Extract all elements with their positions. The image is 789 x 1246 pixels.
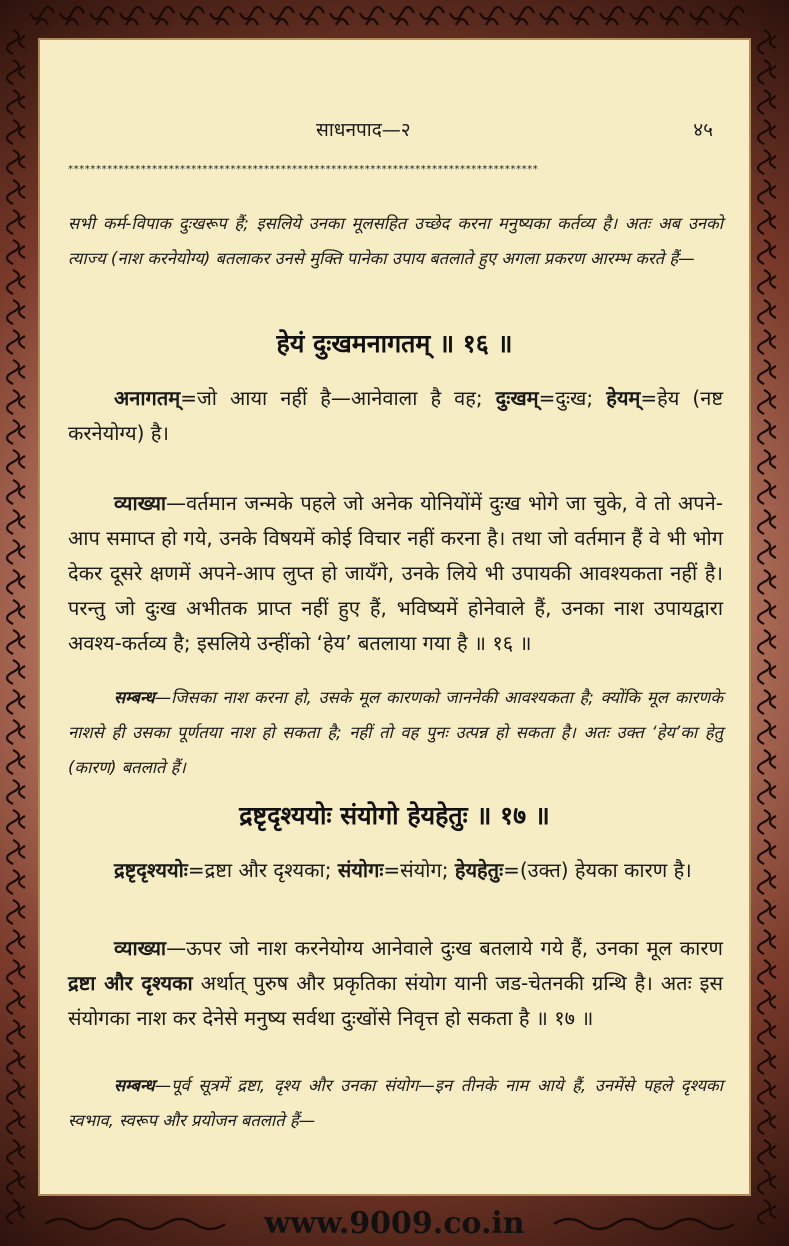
word-meaning-16 [68,381,723,451]
context-paragraph-1 [68,680,723,785]
footer-ornament-left-icon [40,1214,240,1234]
separator-line: ************************************************************************************ [68,164,539,175]
term-duhkham: दुःखम् [495,386,539,410]
meaning-heyam: =हेय (नष्ट करनेयोग्य) है। [68,386,723,445]
meaning-anagatam: =जो आया नहीं है—आनेवाला है वह; [180,386,496,410]
term-heyam: हेयम् [606,386,641,410]
chapter-title: साधनपाद—२ [316,119,411,141]
meaning-drashtri: =द्रष्टा और दृश्यका; [187,858,338,882]
intro-paragraph: सभी कर्म-विपाक दुःखरूप हैं; इसलिये उनका मूलसहित उच्छेद करना मनुष्यका कर्तव्य है। अतः अब उनको त्याज्य (नाश करनेयोग्य) बतलाकर उनसे मुक्ति पानेका उपाय बतलाते हुए अगला प्रकरण आरम्भ करते हैं— [68,214,723,268]
footer-bar [0,1206,789,1242]
context-text: —जिसका नाश करना हो, उसके मूल कारणको जाननेकी आवश्यकता है; क्योंकि मूल कारणके नाशसे ही उसका पूर्णतया नाश हो सकता है; नहीं तो वह पुनः उत्पन्न हो सकता है। अतः उक्त ‘हेय’का हेतु (कारण) बतलाते हैं। [68,688,723,777]
meaning-heyahetu: =(उक्त) हेयका कारण है। [503,858,692,882]
context-paragraph-2 [68,1068,723,1138]
commentary-16 [68,486,723,661]
term-anagatam: अनागतम् [114,386,181,410]
commentary-text-2: अर्थात् पुरुष और प्रकृतिका संयोग यानी जड-चेतनकी ग्रन्थि है। अतः इस संयोगका नाश कर देनेसे मनुष्य सर्वथा दुःखोंसे निवृत्त हो सकता है ॥ १७ ॥ [68,971,723,1030]
commentary-label: व्याख्या [114,491,167,515]
commentary-17 [68,931,723,1036]
page-number: ४५ [693,119,713,141]
commentary-bold: द्रष्टा और दृश्यका [68,971,193,995]
term-samyoga: संयोगः [337,858,384,882]
context-label: सम्बन्ध [114,688,155,707]
term-heyahetu: हेयहेतुः [454,858,504,882]
book-page [38,38,751,1196]
footer-ornament-right-icon [549,1214,749,1234]
term-drashtri: द्रष्टृदृश्ययोः [114,858,188,882]
context-text: —पूर्व सूत्रमें द्रष्टा, दृश्य और उनका संयोग—इन तीनके नाम आये हैं, उनमेंसे पहले दृश्यका स्वभाव, स्वरूप और प्रयोजन बतलाते हैं— [68,1076,723,1130]
word-meaning-17 [68,853,723,888]
commentary-text: —वर्तमान जन्मके पहले जो अनेक योनियोंमें दुःख भोगे जा चुके, वे तो अपने-आप समाप्त हो गये, उनके विषयमें कोई विचार नहीं करना है। तथा जो वर्तमान हैं वे भी भोग देकर दूसरे क्षणमें अपने-आप लुप्त हो जायँगे, उनके लिये भी उपायकी आवश्यकता नहीं है। परन्तु जो दुःख अभीतक प्राप्त नहीं हुए हैं, भविष्यमें होनेवाले हैं, उनका नाश उपायद्वारा अवश्य-कर्तव्य है; इसलिये उन्हींको ‘हेय’ बतलाया गया है ॥ १६ ॥ [68,491,723,655]
page-header [38,116,751,146]
sutra-16: हेयं दुःखमनागतम् ॥ १६ ॥ [276,329,513,358]
commentary-label: व्याख्या [114,936,167,960]
website-link[interactable]: www.9009.co.in [264,1206,525,1241]
sutra-17: द्रष्टृदृश्ययोः संयोगो हेयहेतुः ॥ १७ ॥ [239,801,550,830]
meaning-duhkham: =दुःख; [538,386,607,410]
context-label: सम्बन्ध [114,1076,155,1095]
meaning-samyoga: =संयोग; [383,858,455,882]
commentary-text: —ऊपर जो नाश करनेयोग्य आनेवाले दुःख बतलाये गये हैं, उनका मूल कारण [166,936,723,960]
